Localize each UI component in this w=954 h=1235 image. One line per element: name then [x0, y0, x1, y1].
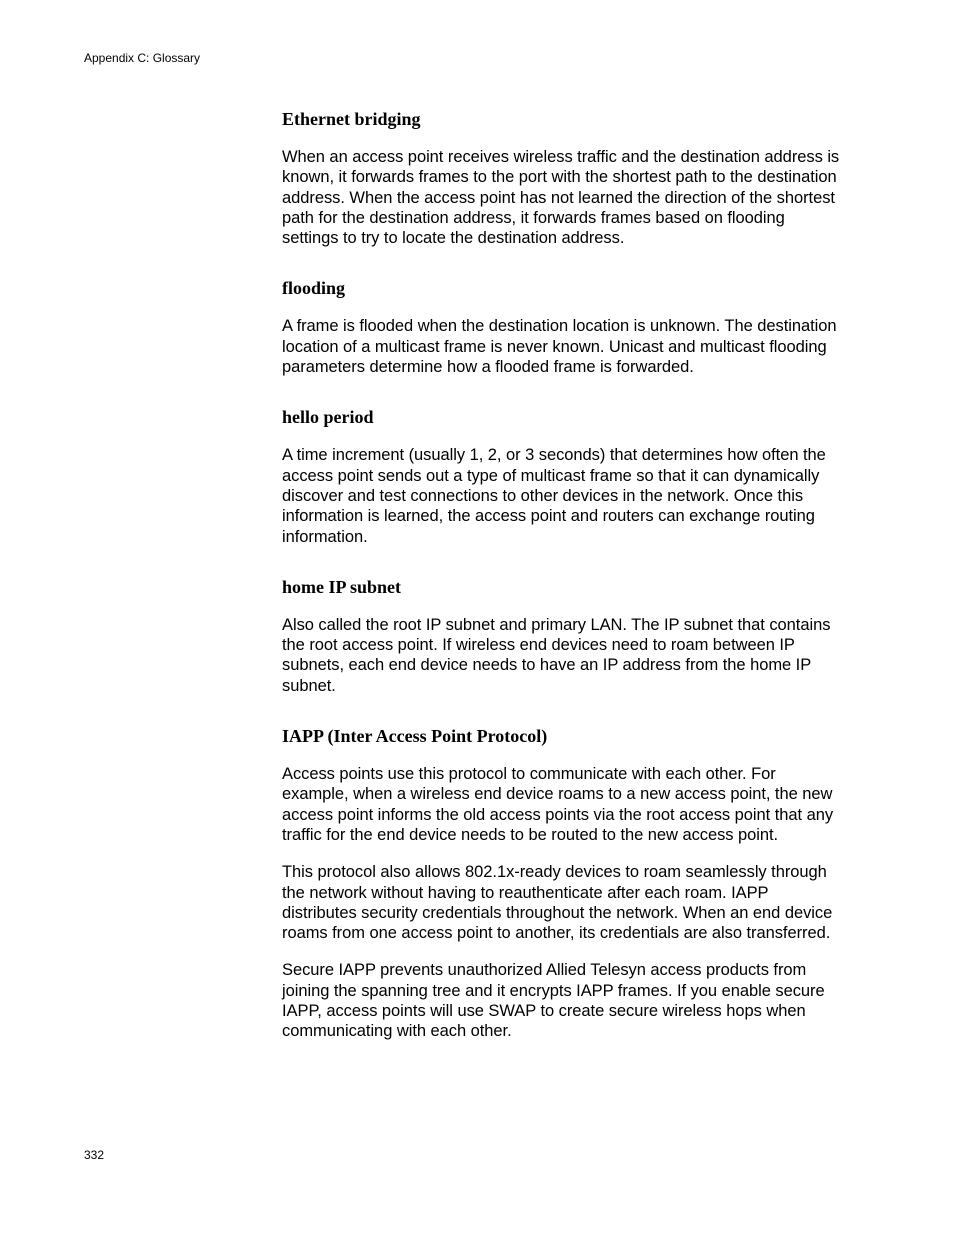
glossary-definition: Secure IAPP prevents unauthorized Allied Telesyn access products from joining the spanning tree and it encrypts IAPP frames. If you enable secure IAPP, access points will use SWAP to create secure wireless hops when communicating with each other.: [282, 961, 825, 1041]
glossary-term: hello period: [282, 407, 374, 428]
running-header: Appendix C: Glossary: [84, 51, 201, 65]
glossary-definition: When an access point receives wireless traffic and the destination address is known, it forwards frames to the port with the shortest path to the destination address. When the access point has not learned the direction of the shortest path for the destination address, it forwards frames based on flooding settings to try to locate the destination address.: [282, 148, 840, 248]
glossary-definition: A frame is flooded when the destination location is unknown. The destination location of a multicast frame is never known. Unicast and multicast flooding parameters determine how a flooded frame is forwarded.: [282, 317, 837, 377]
glossary-definition: Access points use this protocol to communicate with each other. For example, when a wireless end device roams to a new access point, the new access point informs the old access points via the root access point that any traffic for the end device needs to be routed to the new access point.: [282, 765, 834, 844]
glossary-term: IAPP (Inter Access Point Protocol): [282, 726, 548, 747]
glossary-entry-ethernet-bridging: [282, 108, 842, 248]
glossary-content: [282, 108, 842, 1042]
glossary-entry-iapp: [282, 725, 842, 1042]
glossary-entry-home-ip-subnet: [282, 576, 842, 696]
glossary-term: Ethernet bridging: [282, 109, 421, 129]
glossary-definition: This protocol also allows 802.1x-ready devices to roam seamlessly through the network without having to reauthenticate after each roam. IAPP distributes security credentials throughout the network. When an end device roams from one access point to another, its credentials are also transferred.: [282, 863, 833, 943]
glossary-entry-flooding: [282, 277, 842, 377]
glossary-term: home IP subnet: [282, 576, 402, 597]
glossary-entry-hello-period: [282, 406, 842, 546]
glossary-definition: Also called the root IP subnet and primary LAN. The IP subnet that contains the root access point. If wireless end devices need to roam between IP subnets, each end device needs to have an IP address from the home IP subnet.: [282, 615, 831, 695]
glossary-term: flooding: [282, 278, 346, 299]
glossary-definition: A time increment (usually 1, 2, or 3 seconds) that determines how often the access point sends out a type of multicast frame so that it can dynamically discover and test connections to other devices in the network. Once this information is learned, the access point and routers can exchange routing information.: [282, 446, 826, 546]
page-number: 332: [84, 1148, 105, 1162]
